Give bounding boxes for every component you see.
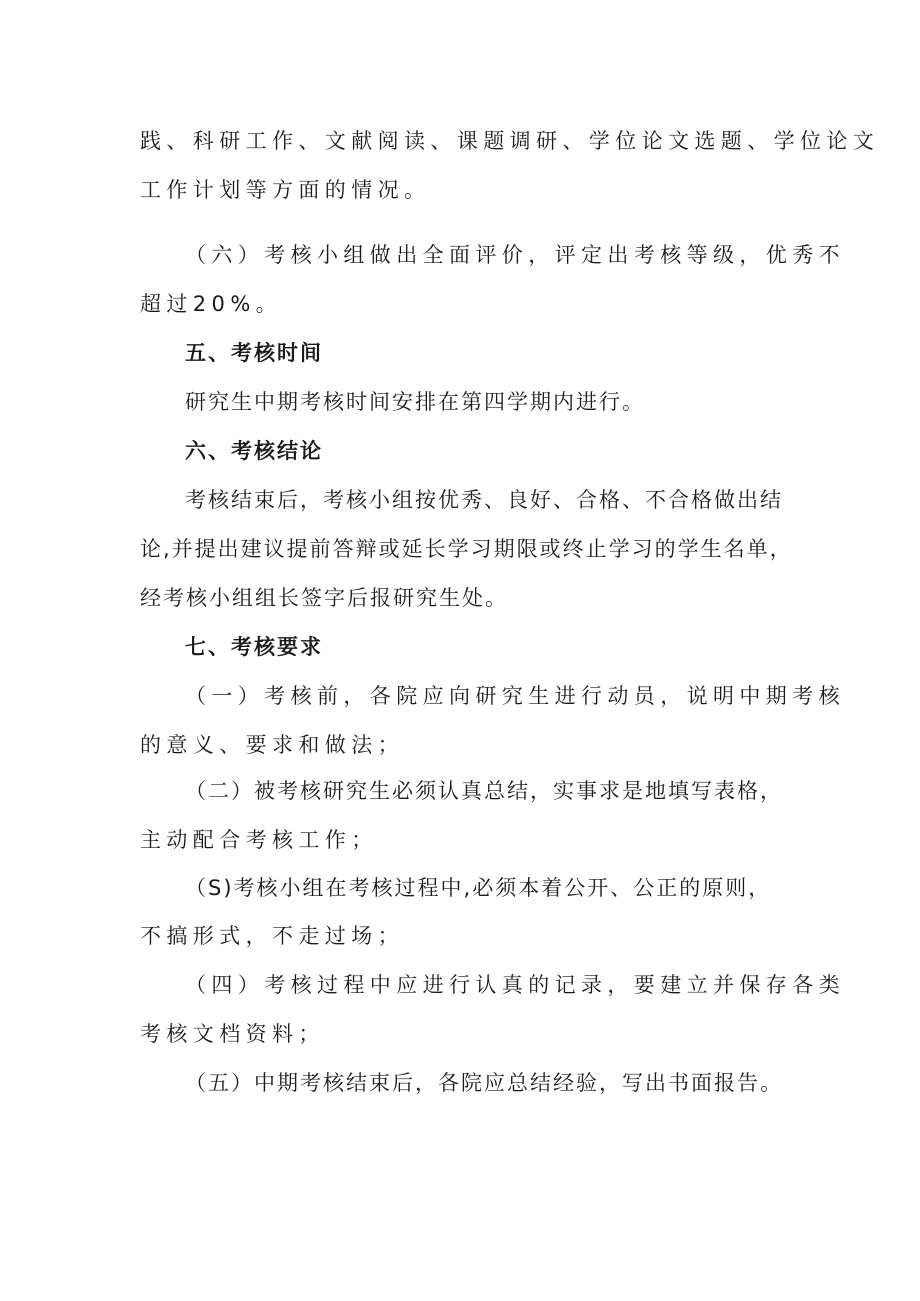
section-heading-exam-requirements: 七、考核要求 xyxy=(185,635,323,659)
paragraph-continuation-line: 工作计划等方面的情况。 xyxy=(140,178,431,202)
requirement-item-three-line: 不搞形式，不走过场； xyxy=(140,924,404,948)
requirement-item-two-line: （二）被考核研究生必须认真总结，实事求是地填写表格， xyxy=(185,779,783,803)
requirement-item-one-line: （一）考核前，各院应向研究生进行动员，说明中期考核 xyxy=(185,684,845,708)
requirement-item-two-line: 主动配合考核工作； xyxy=(140,828,378,852)
requirement-item-one-line: 的意义、要求和做法； xyxy=(140,733,404,757)
requirement-item-five-line: （五）中期考核结束后，各院应总结经验，写出书面报告。 xyxy=(185,1071,783,1095)
paragraph-item-six-line: （六）考核小组做出全面评价，评定出考核等级，优秀不 xyxy=(185,243,845,267)
paragraph-exam-conclusion-line: 经考核小组组长签字后报研究生处。 xyxy=(140,586,508,610)
requirement-item-four-line: 考核文档资料； xyxy=(140,1022,325,1046)
requirement-item-four-line: （四）考核过程中应进行认真的记录，要建立并保存各类 xyxy=(185,973,845,997)
section-heading-exam-conclusion: 六、考核结论 xyxy=(185,439,323,463)
paragraph-exam-time: 研究生中期考核时间安排在第四学期内进行。 xyxy=(185,390,645,414)
paragraph-exam-conclusion-line: 论,并提出建议提前答辩或延长学习期限或终止学习的学生名单， xyxy=(140,537,793,561)
requirement-item-three-line: （S)考核小组在考核过程中,必须本着公开、公正的原则， xyxy=(185,876,772,900)
paragraph-continuation-line: 践、科研工作、文献阅读、课题调研、学位论文选题、学位论文 xyxy=(140,129,880,153)
section-heading-exam-time: 五、考核时间 xyxy=(185,341,323,365)
paragraph-exam-conclusion-line: 考核结束后，考核小组按优秀、良好、合格、不合格做出结 xyxy=(185,488,783,512)
paragraph-item-six-line: 超过20%。 xyxy=(140,292,283,316)
